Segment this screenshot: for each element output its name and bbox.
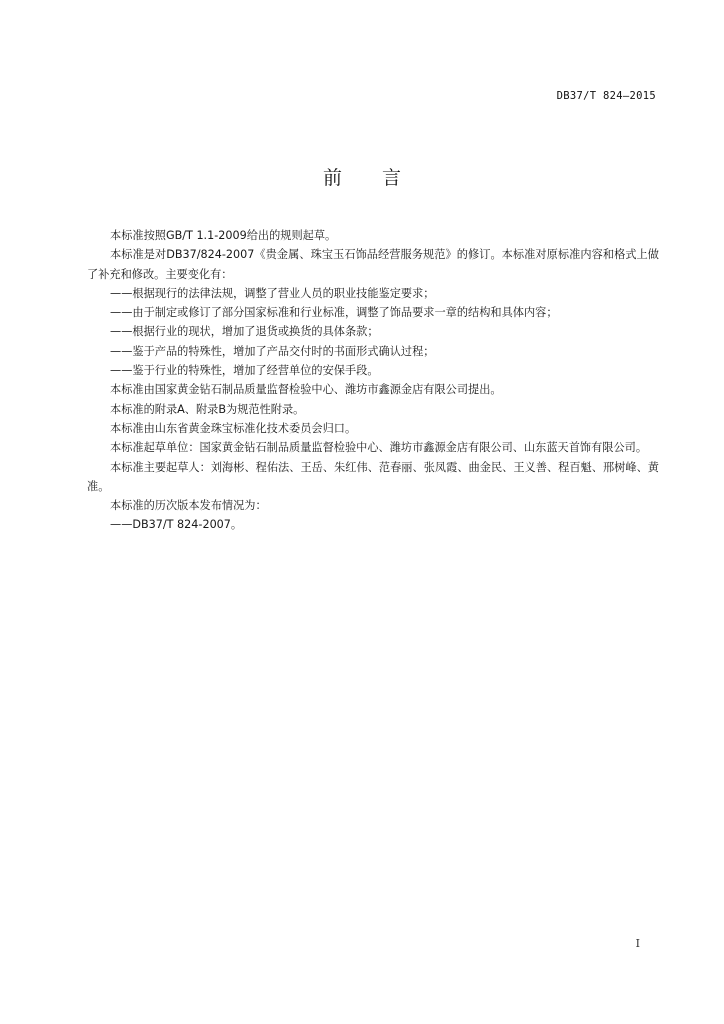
foreword-body [87,226,659,535]
change-item-qualification: ——根据现行的法律法规，调整了营业人员的职业技能鉴定要求； [110,286,435,300]
paragraph-drafting-units: 本标准起草单位：国家黄金钻石制品质量监督检验中心、潍坊市鑫源金店有限公司、山东蓝天首饰有限公司。 [110,441,648,455]
page-title: 前言 [322,167,441,189]
page-number: I [635,937,640,950]
change-item-delivery-confirmation: ——鉴于产品的特殊性，增加了产品交付时的书面形式确认过程； [110,344,435,358]
paragraph-committee: 本标准由山东省黄金珠宝标准化技术委员会归口。 [110,421,357,435]
document-code: DB37/T 824—2015 [556,90,656,102]
paragraph-revision-summary: 本标准是对DB37/824-2007《贵金属、珠宝玉石饰品经营服务规范》的修订。本标准对原标准内容和格式上做了补充和修改。主要变化有： [87,248,659,281]
change-item-security: ——鉴于行业的特殊性，增加了经营单位的安保手段。 [110,364,379,378]
paragraph-drafters: 本标准主要起草人：刘海彬、程佑法、王岳、朱红伟、范春丽、张凤霞、曲金民、王义善、程百魁、邢树峰、黄准。 [87,460,659,493]
paragraph-drafting-rules: 本标准按照GB/T 1.1-2009给出的规则起草。 [110,229,337,242]
paragraph-version-history: 本标准的历次版本发布情况为： [110,499,267,513]
change-item-product-requirements: ——由于制定或修订了部分国家标准和行业标准，调整了饰品要求一章的结构和具体内容； [110,306,558,320]
change-item-returns: ——根据行业的现状，增加了退货或换货的具体条款； [110,325,379,339]
paragraph-annexes: 本标准的附录A、附录B为规范性附录。 [110,402,305,416]
version-item: ——DB37/T 824-2007。 [110,518,243,532]
paragraph-proposed-by: 本标准由国家黄金钻石制品质量监督检验中心、潍坊市鑫源金店有限公司提出。 [110,383,502,397]
